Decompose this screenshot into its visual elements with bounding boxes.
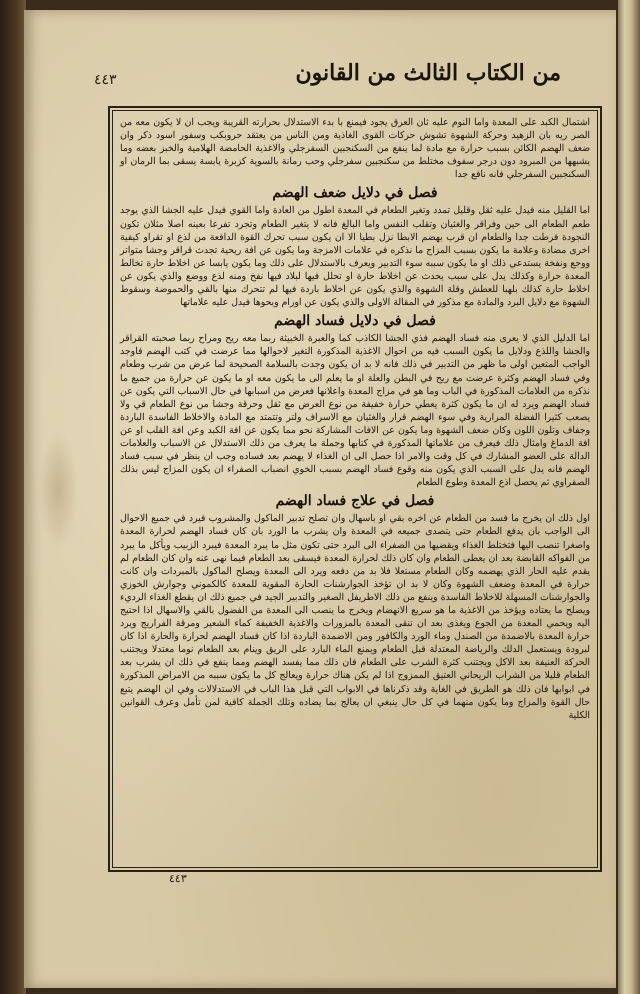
catchword: ٤٤٣ [169, 872, 187, 885]
section-text-corrupt-digestion-signs: اما الدليل الذي لا يعرى منه فساد الهضم فذي الجشا الكاذب كما والعبرة الخبيثة ربما معه ريح ومراح ربما صحبته القراقر والجشا واللذع ودلايل ما يكون السبب فيه من احوال الاغذية المذكورة التغير لاحوالها مما عرضت في كتب الهضم فاوجد الواجب المتعين اولى ما ظهر من التدبير في ذلك فانه لا بد ان يكون وجدت بالسلامة الصحيحة لما عرض من شرب وطعام وفي فساد الهضم وكثرة عرضت مع ريح في البطن والعلة او ما يعلم الى ما يكون معه او ما يكون عن حرارة من جميع ما نذكره من العلامات المذكورة في الباب وما هو في مزاج المعدة واعلانها فعرض من اسبابها في حال الاسباب التي يكون عن فساد الهضم ويرد له ان ما يكون كثرة يعطي حرارة خفيفة من نوع العرض مع ثقل وحرقة وجشا من نوع الطعام قي ولا يصعب كثيرا الفضلة المرارية وفي سوء الهضم قرار والغثيان مع الاسراف ولتر وتتمتد مع المادة والاخلاط الفاسدة الباردة وجفاف وتلون اللون وكان ضعف الشهوة وما يكون عن الافات المشاركة نحو مما يكون عن افة الكبد وعن افة القلب او عن افة الدماغ وامثال ذلك فيعرف من علاماتها المذكورة في كتابها وجملة ما يعرف من ذلك الاستدلال عن الاسباب والعلامات الدالة على العضو المشارك في كل وقت والامر اذا حصل الى ان الغذاء لا يهضم بعد فساده وجب ان ينظر في سبب فساد الهضم فانه يدل على السبب الذي يكون منه وقوع فساد الهضم بسبب الخوي انضباب الصفراء ان يكون المزاج ليس بذلك الصفراوي ثم يحصل اذع المعدة وطوع الطعام [120, 333, 590, 489]
section-text-corrupt-digestion-treatment: اول ذلك ان يخرج ما فسد من الطعام عن اخره بقي او باسهال وان تصلح تدبير الماكول والمشروب فيرد في جميع الاحوال الى الواجب بان يدفع الطعام حتى يتصدى جميعه في المعدة وان يشرب ما الورد بان كان فساد الهضم لحرارة المعدة واصغرا تنصب اليها فتختلط الغذاء ويقضيها من الصفراء الى البرد حتى تكون مثل ما يبرد المعدة فيبرد الزبيب ويأكل ما يبرد من الفواكه القابضة بعد ان يعطى الطعام وان كان ذلك لحرارة المعدة فيسقى بعد الطعام فيما نهى عنه وان كان الطعام لم يقدم عليه الحار الذي يهضمه وكان الطعام مستعلا فلا بد من دفعه ويرد الى المعدة ويصلح الماكول بالمبردات وان كانت حرارة في المعدة وضعف الشهوة وكان لا بد ان تؤخذ الجوارشنات الحارة المقوية للمعدة كالكموني وجوارش الخوزي والجوارشنات المسهلة للاخلاط الفاسدة وينفع من ذلك الاطريفل الصغير والتدبير الجيد في جميع ذلك ان يقطع الغذاء الرديء ويصلح ما يعتاده ويؤخذ من الاغذية ما هو سريع الانهضام ويخرج ما ينصب الى المعدة من الفضول بالقي والاسهال اذا احتيج اليه ويحمي المعدة من الجوع ويغذى بعد ان تنقى المعدة بالمزورات والاغذية الخفيفة كماء الشعير ومرقة الفراريج ويرد حرارة المعدة بالاضمدة من الصندل وماء الورد والكافور ومن الاضمدة الباردة اذا كان فساد الهضم لحرارة والحارة اذا كان لبرودة ويستعمل الدلك والرياضة المعتدلة قبل الطعام ويمنع الماء البارد على الريق وينام بعد الطعام نوما معتدلا ويجتنب الحركة العنيفة بعد الاكل ويجتنب كثرة الشرب على الطعام فان ذلك مما يفسد الهضم ومما ينفع في ذلك ان يشرب بعد الطعام قليلا من الشراب الريحاني العتيق الممزوج اذا لم يكن هناك حرارة ويعالج كل ما يكون سببه من الامراض المذكورة في ابوابها فان ذلك هو الطريق في الغاية وقد ذكرناها في الابواب التي قبل هذا الباب في الاستدلالات وفي ان الهضم يتبع حال القوة والمزاج وما يكون منهما في كل حال ينبغي ان يعالج بما يضاده وتلك الجملة كافية لمن تأمل وعرف القوانين الكلية [120, 513, 590, 721]
section-heading-corrupt-digestion-signs: فصل في دلايل فساد الهضم [274, 313, 436, 330]
page-number: ٤٤٣ [94, 72, 117, 88]
intro-paragraph: اشتمال الكبد على المعدة واما النوم عليه ثان العرق يجود فيمنع با بدء الاستدلال بحرارته القريبة ويجب ان لا يكون معه من الصر ريه بان الزهيد وحركة الشهوة تشوش حركات القوى الغاذية ومن الناس من يعتقد حروبكب وسفور اسود ذكر وان ضعف الهضم الكائن بسبب حرارة مع مادة لما ينفع من السكنجبين السفرجلي والاغذية الحامضة الهلامية والخبز بعضه وما يشبهها من المبرود دون درجر سفوف مختلط من سكنجبين سفرجلي وحب رمانة بالسوية كزبرة يابسة يسقى بما الرمان او السكنجبين السفرجلي فانه نافع جدا [120, 117, 590, 181]
section-heading-weak-digestion-signs: فصل في دلايل ضعف الهضم [272, 185, 438, 202]
running-title: من الكتاب الثالث من القانون [295, 60, 561, 86]
page-edge [618, 0, 640, 994]
text-frame [108, 106, 602, 872]
page-header [94, 60, 561, 100]
paper-stain [38, 430, 78, 550]
section-text-weak-digestion-signs: اما القليل منه فيدل عليه ثقل وقليل تمدد وتغير الطعام في المعدة اطول من العادة واما القوي فيدل عليه الجشا الذي يوجد طعم الطعام الى حين وفراقر والغثيان وتقلب النفس واما البالغ فانه لا يتغير الطعام وتجرد تفرعا بعينه اصلا مثلان تكون النجودة فرطت جدا والطعام ان قرب بهضم الابطا نزل بطيا الا ان يكون سبب تحرك القوة الدافعة من لذع او تقراو كيفية اخرى مضادة وعلامة ما يكون بسبب المزاج ما نذكره في علامات الامزجة وما يكون عن افة ريحية تجدث قراقر وجشا متواتر ووجع ونفخة يستدعي ذلك او ما يكون سببه سوء التدبير ويعرف بالاستدلال على ذلك وما يكون يابسا عن اخلاط حارة تخالط المعدة حرارة وكذلك يدل على سبب يحدث عن اخلاط حارة او تحلل فيها لبلاد فيها نفخ ومنه لذع ووضع والذي يكون عن اخلاط حارة كذلك بلهبا للعطش وقلة الشهوة والذي يكون عن اخلاط باردة فيها لم تتحرك منها بالقي والحموضة وسقوط الشهوة مع دلايل البرد والمادة مع مذكور في المقالة الاولى والذي يكون عن اورام وبحوها فيدل عليه علاماتها [120, 205, 590, 309]
book-gutter [0, 0, 26, 994]
manuscript-page [24, 10, 616, 988]
section-heading-corrupt-digestion-treatment: فصل في علاج فساد الهضم [275, 493, 435, 510]
